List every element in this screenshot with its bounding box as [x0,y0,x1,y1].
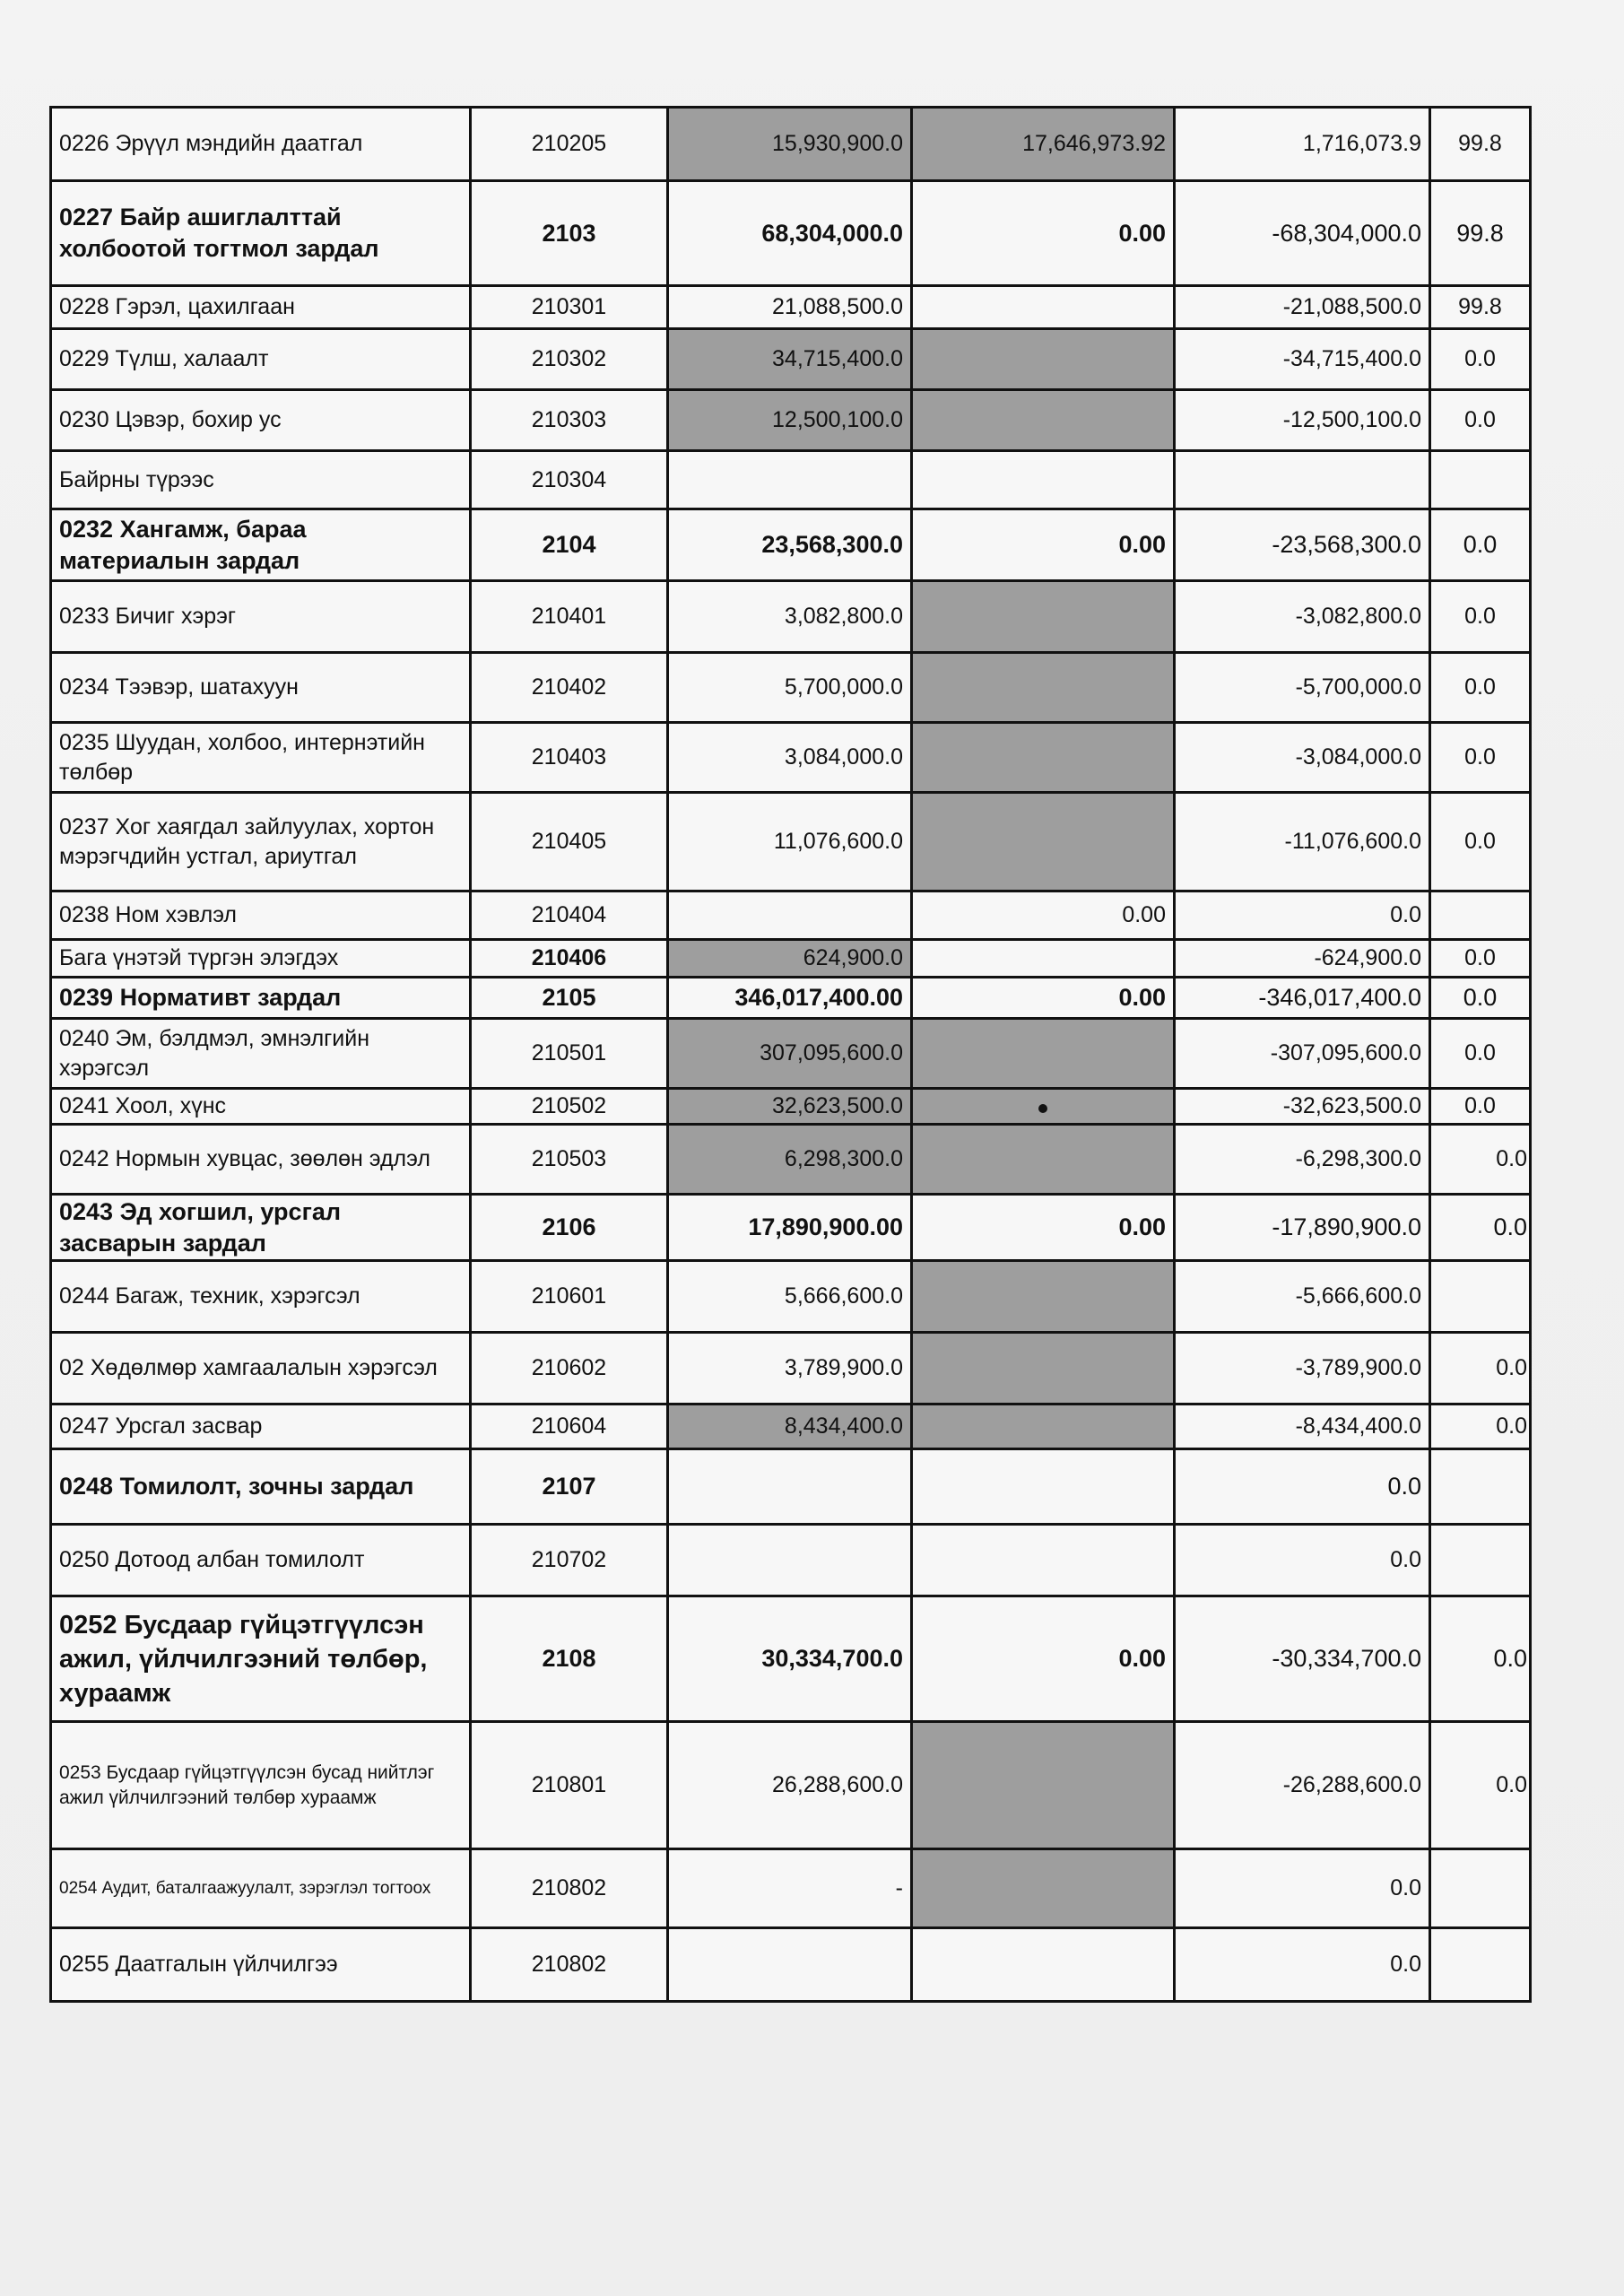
row-diff: -6,298,300.0 [1175,1125,1430,1195]
row-actual [912,1261,1175,1333]
row-actual [912,940,1175,978]
row-plan: 15,930,900.0 [668,108,912,181]
row-pct: 0.0 [1430,329,1531,390]
stray-mark-dot [1038,1104,1047,1113]
row-pct: 0.0 [1430,1405,1531,1449]
row-actual: 0.00 [912,891,1175,940]
row-code: 210601 [471,1261,668,1333]
row-diff: -34,715,400.0 [1175,329,1430,390]
row-diff: -5,700,000.0 [1175,653,1430,723]
row-name: 0228 Гэрэл, цахилгаан [51,286,471,329]
row-name: 0243 Эд хогшил, урсгал засварын зардал [51,1195,471,1261]
row-actual: 0.00 [912,1596,1175,1722]
row-plan [668,1525,912,1596]
row-actual: 0.00 [912,978,1175,1019]
table-row [51,1525,1531,1596]
row-diff: 0.0 [1175,1449,1430,1525]
table-row [51,286,1531,329]
row-name: 02 Хөдөлмөр хамгаалалын хэрэгсэл [51,1333,471,1405]
row-code: 210205 [471,108,668,181]
row-code: 210604 [471,1405,668,1449]
table-row [51,978,1531,1019]
table-row [51,509,1531,581]
row-plan: 26,288,600.0 [668,1722,912,1849]
row-actual: 0.00 [912,509,1175,581]
row-diff: 1,716,073.9 [1175,108,1430,181]
row-code: 210501 [471,1019,668,1089]
table-row [51,793,1531,891]
row-actual [912,581,1175,653]
row-name: 0235 Шуудан, холбоо, интернэтийн төлбөр [51,723,471,793]
table-row [51,1405,1531,1449]
row-name: 0238 Ном хэвлэл [51,891,471,940]
row-pct [1430,1849,1531,1928]
row-actual [912,723,1175,793]
row-plan [668,891,912,940]
row-actual [912,1525,1175,1596]
row-code: 210406 [471,940,668,978]
row-name: 0230 Цэвэр, бохир ус [51,390,471,451]
row-code: 210404 [471,891,668,940]
row-name: 0255 Даатгалын үйлчилгээ [51,1928,471,2002]
row-code: 210301 [471,286,668,329]
row-plan [668,451,912,509]
row-plan [668,1928,912,2002]
row-diff: -26,288,600.0 [1175,1722,1430,1849]
row-actual [912,390,1175,451]
table-row [51,1849,1531,1928]
row-actual [912,1405,1175,1449]
row-plan: 8,434,400.0 [668,1405,912,1449]
row-actual [912,1019,1175,1089]
row-code: 210801 [471,1722,668,1849]
row-code: 2103 [471,181,668,286]
table-row [51,329,1531,390]
row-code: 210502 [471,1089,668,1125]
row-diff: 0.0 [1175,891,1430,940]
table-row [51,1019,1531,1089]
row-pct: 0.0 [1430,723,1531,793]
row-actual [912,1333,1175,1405]
row-pct: 0.0 [1430,793,1531,891]
row-pct: 0.0 [1430,1195,1531,1261]
row-code: 210401 [471,581,668,653]
row-name: 0252 Бусдаар гүйцэтгүүлсэн ажил, үйлчилгээний төлбөр, хураамж [51,1596,471,1722]
row-name: 0229 Түлш, халаалт [51,329,471,390]
table-row [51,940,1531,978]
row-code: 210503 [471,1125,668,1195]
row-pct: 0.0 [1430,581,1531,653]
row-diff: -30,334,700.0 [1175,1596,1430,1722]
row-diff: 0.0 [1175,1849,1430,1928]
row-pct [1430,451,1531,509]
table-row [51,1596,1531,1722]
table-row [51,1125,1531,1195]
row-plan: 346,017,400.00 [668,978,912,1019]
table-row [51,1333,1531,1405]
row-actual [912,1449,1175,1525]
row-name: 0232 Хангамж, бараа материалын зардал [51,509,471,581]
row-diff: -3,789,900.0 [1175,1333,1430,1405]
row-pct: 0.0 [1430,509,1531,581]
row-diff: -12,500,100.0 [1175,390,1430,451]
row-name: 0239 Нормативт зардал [51,978,471,1019]
row-actual [912,1125,1175,1195]
table-row [51,390,1531,451]
row-plan: 3,082,800.0 [668,581,912,653]
row-actual [912,1849,1175,1928]
row-diff: -624,900.0 [1175,940,1430,978]
table-row [51,723,1531,793]
row-diff: -307,095,600.0 [1175,1019,1430,1089]
row-plan: 307,095,600.0 [668,1019,912,1089]
row-plan: 32,623,500.0 [668,1089,912,1125]
row-plan [668,1449,912,1525]
row-code: 2106 [471,1195,668,1261]
row-pct: 0.0 [1430,978,1531,1019]
row-pct [1430,891,1531,940]
table-row [51,1089,1531,1125]
row-pct: 99.8 [1430,181,1531,286]
row-diff: -23,568,300.0 [1175,509,1430,581]
row-name: 0240 Эм, бэлдмэл, эмнэлгийн хэрэгсэл [51,1019,471,1089]
row-name: 0247 Урсгал засвар [51,1405,471,1449]
row-actual: 17,646,973.92 [912,108,1175,181]
row-code: 2105 [471,978,668,1019]
row-name: Байрны түрээс [51,451,471,509]
row-pct: 0.0 [1430,1019,1531,1089]
row-plan: 624,900.0 [668,940,912,978]
row-name: 0227 Байр ашиглалттай холбоотой тогтмол зардал [51,181,471,286]
row-name: 0244 Багаж, техник, хэрэгсэл [51,1261,471,1333]
row-pct: 0.0 [1430,1596,1531,1722]
table-row [51,1261,1531,1333]
row-plan: 3,789,900.0 [668,1333,912,1405]
row-diff: -17,890,900.0 [1175,1195,1430,1261]
row-pct: 99.8 [1430,108,1531,181]
row-name: 0234 Тээвэр, шатахуун [51,653,471,723]
budget-table-wrap [49,106,1532,2003]
row-actual: 0.00 [912,181,1175,286]
row-code: 2104 [471,509,668,581]
row-pct [1430,1449,1531,1525]
row-code: 210802 [471,1849,668,1928]
row-plan: 23,568,300.0 [668,509,912,581]
row-diff: -5,666,600.0 [1175,1261,1430,1333]
row-code: 2107 [471,1449,668,1525]
row-pct: 0.0 [1430,653,1531,723]
row-pct [1430,1261,1531,1333]
row-plan: 30,334,700.0 [668,1596,912,1722]
row-code: 210402 [471,653,668,723]
row-code: 210304 [471,451,668,509]
table-row [51,891,1531,940]
budget-table [49,106,1532,2003]
row-plan: 68,304,000.0 [668,181,912,286]
row-actual [912,286,1175,329]
row-code: 210802 [471,1928,668,2002]
row-diff: -3,082,800.0 [1175,581,1430,653]
row-pct: 0.0 [1430,1089,1531,1125]
table-row [51,581,1531,653]
row-diff: -346,017,400.0 [1175,978,1430,1019]
row-plan: 3,084,000.0 [668,723,912,793]
row-name: 0250 Дотоод албан томилолт [51,1525,471,1596]
table-row [51,653,1531,723]
row-name: 0237 Хог хаягдал зайлуулах, хортон мэрэгчдийн устгал, ариутгал [51,793,471,891]
row-actual [912,1089,1175,1125]
row-code: 210405 [471,793,668,891]
row-diff: -68,304,000.0 [1175,181,1430,286]
row-name: 0226 Эрүүл мэндийн даатгал [51,108,471,181]
row-actual [912,329,1175,390]
row-name: Бага үнэтэй түргэн элэгдэх [51,940,471,978]
row-actual [912,1722,1175,1849]
row-pct: 99.8 [1430,286,1531,329]
row-pct: 0.0 [1430,1722,1531,1849]
row-name: 0248 Томилолт, зочны зардал [51,1449,471,1525]
row-plan: 21,088,500.0 [668,286,912,329]
row-plan: 11,076,600.0 [668,793,912,891]
row-plan: 6,298,300.0 [668,1125,912,1195]
row-code: 210302 [471,329,668,390]
row-name: 0242 Нормын хувцас, зөөлөн эдлэл [51,1125,471,1195]
row-code: 210403 [471,723,668,793]
row-code: 210602 [471,1333,668,1405]
row-diff: -11,076,600.0 [1175,793,1430,891]
row-name: 0254 Аудит, баталгаажуулалт, зэрэглэл тогтоох [51,1849,471,1928]
row-actual [912,653,1175,723]
table-row [51,181,1531,286]
row-plan: 34,715,400.0 [668,329,912,390]
row-diff: -8,434,400.0 [1175,1405,1430,1449]
row-diff [1175,451,1430,509]
table-row [51,108,1531,181]
table-row [51,1449,1531,1525]
row-code: 210303 [471,390,668,451]
row-diff: -3,084,000.0 [1175,723,1430,793]
row-name: 0233 Бичиг хэрэг [51,581,471,653]
table-row [51,1722,1531,1849]
row-diff: 0.0 [1175,1525,1430,1596]
row-pct: 0.0 [1430,390,1531,451]
row-pct [1430,1525,1531,1596]
row-name: 0253 Бусдаар гүйцэтгүүлсэн бусад нийтлэг ажил үйлчилгээний төлбөр хураамж [51,1722,471,1849]
row-plan: 5,700,000.0 [668,653,912,723]
row-pct: 0.0 [1430,940,1531,978]
table-row [51,1195,1531,1261]
table-row [51,451,1531,509]
row-actual [912,451,1175,509]
row-plan: 12,500,100.0 [668,390,912,451]
row-diff: -32,623,500.0 [1175,1089,1430,1125]
table-row [51,1928,1531,2002]
row-plan: 17,890,900.00 [668,1195,912,1261]
row-name: 0241 Хоол, хүнс [51,1089,471,1125]
row-plan: - [668,1849,912,1928]
row-actual: 0.00 [912,1195,1175,1261]
row-code: 2108 [471,1596,668,1722]
row-actual [912,793,1175,891]
row-diff: -21,088,500.0 [1175,286,1430,329]
row-pct: 0.0 [1430,1333,1531,1405]
row-diff: 0.0 [1175,1928,1430,2002]
row-pct: 0.0 [1430,1125,1531,1195]
row-plan: 5,666,600.0 [668,1261,912,1333]
row-code: 210702 [471,1525,668,1596]
row-actual [912,1928,1175,2002]
row-pct [1430,1928,1531,2002]
budget-table-body [51,108,1531,2002]
